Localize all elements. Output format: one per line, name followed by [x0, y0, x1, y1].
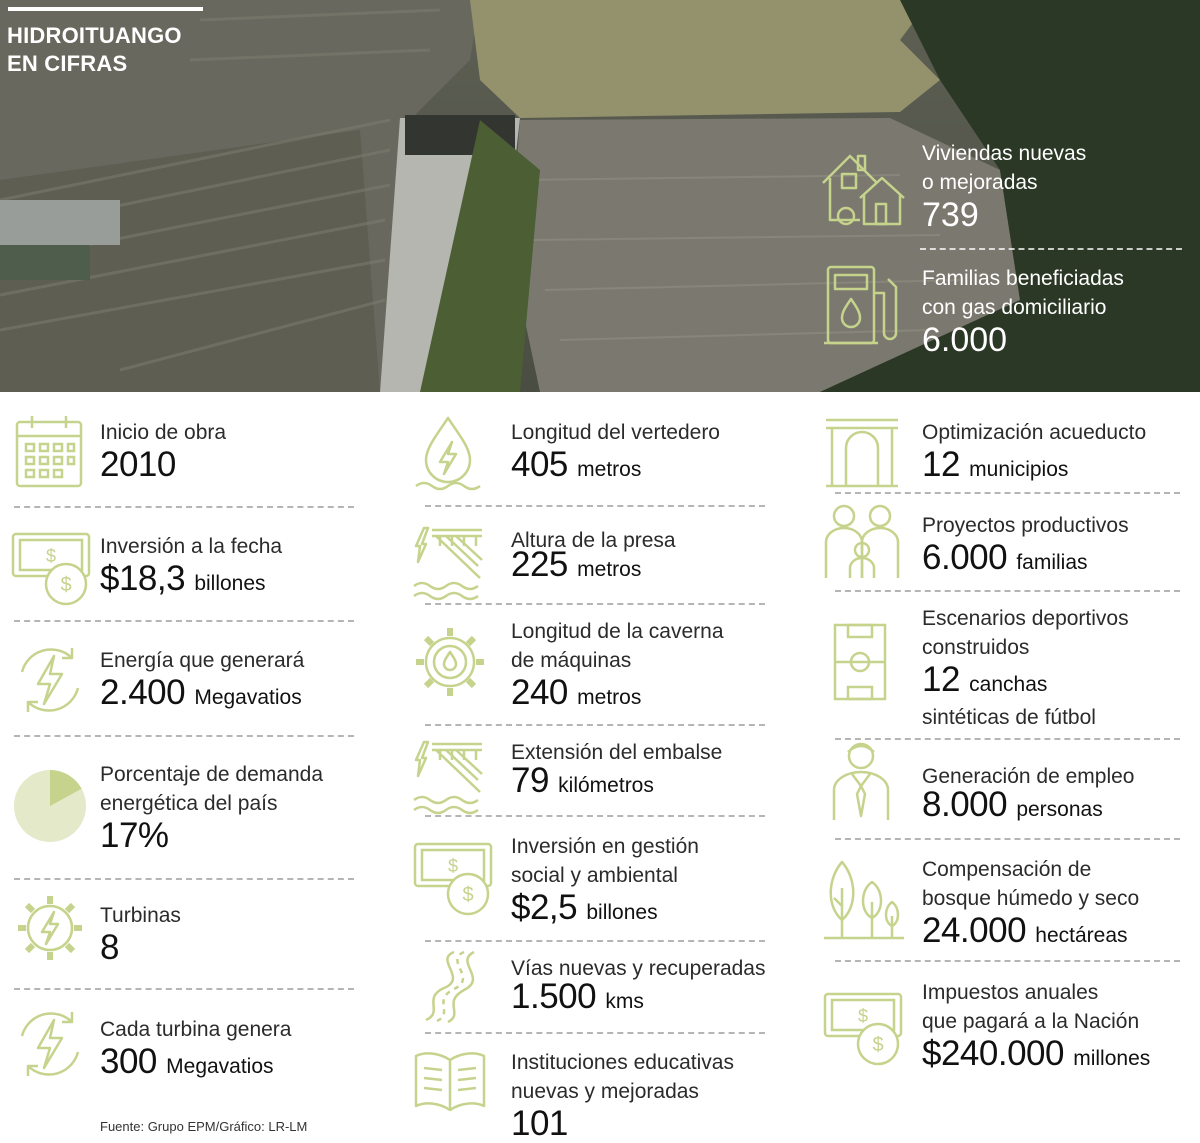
stat-unit: millones: [1073, 1047, 1151, 1070]
money-icon: [412, 838, 502, 918]
svg-text:$: $: [462, 884, 474, 906]
stat-schools: Instituciones educativas nuevas y mejoradas 101: [511, 1051, 734, 1143]
stat-label: Viviendas nuevas o mejoradas: [922, 142, 1087, 194]
stat-sports: Escenarios deportivos construidos 12 canchas sintéticas de fútbol: [922, 604, 1129, 732]
stat-aqueduct: Optimización acueducto 12 municipios: [922, 421, 1147, 484]
aqueduct-icon: [824, 414, 900, 490]
dam-icon: [410, 736, 490, 816]
stat-value: $18,3: [100, 559, 186, 598]
pie-chart-icon: [12, 768, 88, 844]
soccer-field-icon: [832, 622, 888, 702]
money-icon: [822, 988, 912, 1068]
energy-cycle-icon: [12, 642, 88, 718]
stat-value: 739: [922, 196, 979, 234]
svg-text:$: $: [872, 1034, 884, 1056]
stat-dam-height: Altura de la presa 225 metros: [511, 529, 676, 584]
stat-reservoir: Extensión del embalse 79 kilómetros: [511, 741, 723, 800]
stat-unit: personas: [1016, 798, 1103, 821]
stat-value: 2010: [100, 445, 176, 484]
divider: [425, 603, 765, 605]
stat-value: 101: [511, 1104, 568, 1143]
divider: [425, 505, 765, 507]
energy-cycle-icon: [12, 1006, 88, 1082]
stat-unit: canchas: [969, 673, 1048, 696]
divider: [425, 1032, 765, 1034]
stat-label: Familias beneficiadas con gas domiciliario: [922, 267, 1124, 319]
stat-unit: metros: [577, 458, 642, 481]
svg-text:$: $: [60, 574, 72, 596]
stat-unit: familias: [1016, 551, 1088, 574]
stat-unit: municipios: [969, 458, 1069, 481]
divider: [835, 960, 1180, 962]
house-icon: [820, 148, 910, 233]
title-line-2: EN CIFRAS: [7, 51, 128, 76]
stat-unit: Megavatios: [194, 686, 302, 709]
divider: [425, 724, 765, 726]
stat-value: 12: [922, 660, 960, 699]
stat-value: $2,5: [511, 888, 578, 927]
stat-turbines: Turbinas 8: [100, 904, 181, 967]
stat-value: 6.000: [922, 538, 1008, 577]
stat-value: 24.000: [922, 911, 1027, 950]
hero-stat-gas: [922, 264, 1124, 358]
page-title: [7, 22, 182, 78]
stat-unit: kilómetros: [558, 774, 654, 797]
divider: [14, 506, 354, 508]
stat-value: 79: [511, 761, 549, 800]
stat-energy: Energía que generará 2.400 Megavatios: [100, 649, 305, 712]
svg-text:$: $: [45, 546, 57, 566]
divider: [425, 815, 765, 817]
stat-value: 6.000: [922, 321, 1008, 359]
stat-unit: hectáreas: [1035, 924, 1128, 947]
stat-taxes: Impuestos anuales que pagará a la Nación $240.000 millones: [922, 981, 1151, 1073]
stat-unit: metros: [577, 686, 642, 709]
gas-pump-icon: [822, 263, 902, 353]
divider: [14, 735, 354, 737]
divider: [835, 492, 1180, 494]
divider: [14, 988, 354, 990]
divider: [425, 940, 765, 942]
stat-value: 300: [100, 1042, 157, 1081]
title-bar: [8, 7, 203, 11]
road-icon: [414, 948, 490, 1024]
divider: [835, 838, 1180, 840]
svg-text:$: $: [447, 856, 459, 876]
title-line-1: HIDROITUANGO: [7, 23, 182, 48]
stat-demand-share: Porcentaje de demanda energética del país 17%: [100, 763, 323, 855]
stat-value: 1.500: [511, 977, 597, 1016]
stat-per-turbine: Cada turbina genera 300 Megavatios: [100, 1018, 292, 1081]
stat-unit: billones: [194, 572, 266, 595]
stat-unit: metros: [577, 558, 642, 581]
calendar-icon: [14, 414, 84, 489]
stat-value: 12: [922, 445, 960, 484]
stat-productive-projects: Proyectos productivos 6.000 familias: [922, 514, 1129, 577]
stat-value: 8.000: [922, 785, 1008, 824]
turbine-gear-icon: [12, 890, 88, 966]
stat-roads: Vías nuevas y recuperadas 1.500 kms: [511, 957, 766, 1016]
stat-unit: billones: [586, 901, 658, 924]
divider: [14, 878, 354, 880]
stat-value: $240.000: [922, 1034, 1064, 1073]
stat-spillway: Longitud del vertedero 405 metros: [511, 421, 720, 484]
worker-icon: [828, 738, 894, 822]
stat-start-year: Inicio de obra 2010: [100, 421, 227, 484]
divider: [14, 620, 354, 622]
family-icon: [822, 502, 902, 580]
stat-unit: Megavatios: [166, 1055, 274, 1078]
gear-drop-icon: [412, 624, 488, 700]
divider: [920, 248, 1182, 250]
stat-extra-line: sintéticas de fútbol: [922, 706, 1096, 729]
stat-investment: Inversión a la fecha $18,3 billones: [100, 535, 283, 598]
source-note: Fuente: Grupo EPM/Gráfico: LR-LM: [100, 1119, 308, 1134]
stat-social-investment: Inversión en gestión social y ambiental $2,5 billones: [511, 835, 699, 927]
stat-value: 8: [100, 928, 119, 967]
stat-value: 2.400: [100, 673, 186, 712]
trees-icon: [822, 858, 906, 942]
stat-value: 225: [511, 545, 568, 584]
divider: [835, 590, 1180, 592]
dam-icon: [410, 522, 490, 602]
stat-employment: Generación de empleo 8.000 personas: [922, 765, 1135, 824]
stat-forest: Compensación de bosque húmedo y seco 24.000 hectáreas: [922, 858, 1140, 950]
stat-value: 17%: [100, 816, 169, 855]
hero-stat-housing: [922, 139, 1086, 233]
stat-value: 405: [511, 445, 568, 484]
stat-unit: kms: [605, 990, 644, 1013]
water-energy-icon: [410, 414, 486, 494]
money-icon: [10, 528, 100, 608]
svg-text:$: $: [857, 1006, 869, 1026]
hero-photo: [0, 0, 1200, 392]
stat-value: 240: [511, 673, 568, 712]
stat-cavern: Longitud de la caverna de máquinas 240 metros: [511, 620, 724, 712]
book-icon: [410, 1046, 490, 1116]
